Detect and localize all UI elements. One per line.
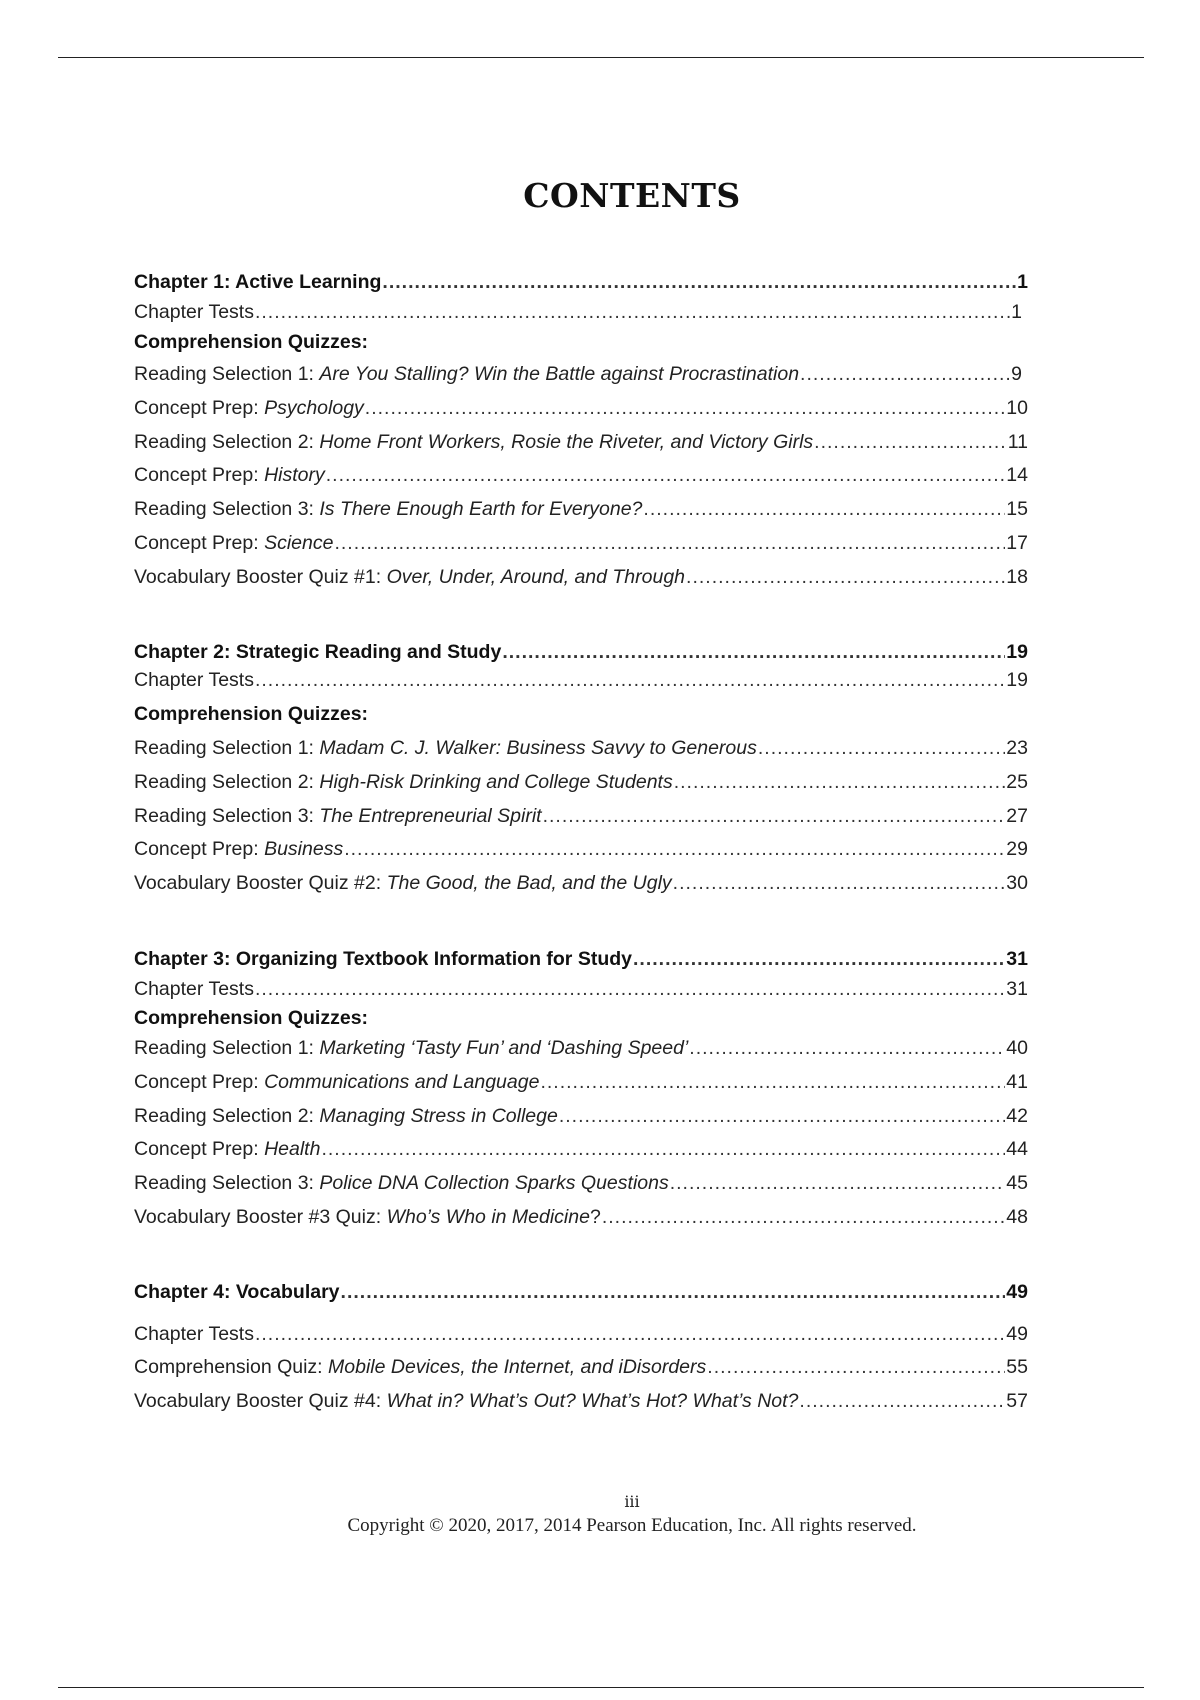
chapter-3-heading[interactable]: Chapter 3: Organizing Textbook Information for Study ..... 31 [134, 947, 1028, 971]
page-number: 31 [1006, 948, 1028, 970]
toc-item[interactable]: Concept Prep: Health ..... 44 [134, 1137, 1028, 1161]
chapter-1-heading[interactable]: Chapter 1: Active Learning ..... 1 [134, 270, 1028, 294]
toc-item[interactable]: Concept Prep: Science ..... 17 [134, 531, 1028, 555]
chapter-1-tests[interactable]: Chapter Tests ..... 1 [134, 300, 1022, 324]
toc-item[interactable]: Reading Selection 3: The Entrepreneurial Spirit ..... 27 [134, 804, 1028, 828]
toc-item[interactable]: Comprehension Quiz: Mobile Devices, the Internet, and iDisorders ..... 55 [134, 1355, 1028, 1379]
toc-item[interactable]: Vocabulary Booster #3 Quiz: Who’s Who in Medicine? ..... 48 [134, 1205, 1028, 1229]
chapter-4-heading[interactable]: Chapter 4: Vocabulary ..... 49 [134, 1280, 1028, 1304]
toc-item[interactable]: Vocabulary Booster Quiz #2: The Good, the Bad, and the Ugly ..... 30 [134, 871, 1028, 895]
toc-item[interactable]: Reading Selection 2: Home Front Workers, Rosie the Riveter, and Victory Girls ..... 11 [134, 430, 1028, 454]
toc-item[interactable]: Reading Selection 2: Managing Stress in College ..... 42 [134, 1104, 1028, 1128]
footer-page-number: iii [624, 1492, 640, 1511]
toc-item[interactable]: Concept Prep: Communications and Language ..... 41 [134, 1070, 1028, 1094]
toc-item[interactable]: Concept Prep: Psychology ..... 10 [134, 396, 1028, 420]
toc-item[interactable]: Concept Prep: History ..... 14 [134, 463, 1028, 487]
top-rule [58, 57, 1144, 58]
chapter-3-tests[interactable]: Chapter Tests ..... 31 [134, 977, 1028, 1001]
toc-item[interactable]: Reading Selection 1: Marketing ‘Tasty Fun’ and ‘Dashing Speed’ ..... 40 [134, 1036, 1028, 1060]
toc-item[interactable]: Reading Selection 1: Are You Stalling? Win the Battle against Procrastination ..... 9 [134, 362, 1022, 386]
toc-item[interactable]: Concept Prep: Business ..... 29 [134, 837, 1028, 861]
page-number: 49 [1006, 1281, 1028, 1303]
bottom-rule [58, 1687, 1144, 1688]
page-title: CONTENTS [523, 176, 741, 215]
toc-item[interactable]: Reading Selection 3: Is There Enough Earth for Everyone? ..... 15 [134, 497, 1028, 521]
toc-item[interactable]: Vocabulary Booster Quiz #1: Over, Under, Around, and Through ..... 18 [134, 565, 1028, 589]
chapter-1-quizzes-heading: Comprehension Quizzes: [134, 331, 369, 353]
page-number: 1 [1017, 271, 1028, 293]
toc-item[interactable]: Reading Selection 2: High-Risk Drinking and College Students ..... 25 [134, 770, 1028, 794]
chapter-2-heading[interactable]: Chapter 2: Strategic Reading and Study ..... 19 [134, 640, 1028, 664]
toc-item[interactable]: Reading Selection 3: Police DNA Collection Sparks Questions ..... 45 [134, 1171, 1028, 1195]
chapter-4-tests[interactable]: Chapter Tests ..... 49 [134, 1322, 1028, 1346]
page-number: 19 [1006, 641, 1028, 663]
chapter-2-quizzes-heading: Comprehension Quizzes: [134, 703, 369, 725]
footer-copyright: Copyright © 2020, 2017, 2014 Pearson Education, Inc. All rights reserved. [347, 1515, 917, 1536]
toc-item[interactable]: Vocabulary Booster Quiz #4: What in? What’s Out? What’s Hot? What’s Not? ..... 57 [134, 1389, 1028, 1413]
chapter-2-tests[interactable]: Chapter Tests ..... 19 [134, 668, 1028, 692]
toc-item[interactable]: Reading Selection 1: Madam C. J. Walker: Business Savvy to Generous ..... 23 [134, 736, 1028, 760]
chapter-3-quizzes-heading: Comprehension Quizzes: [134, 1007, 369, 1029]
